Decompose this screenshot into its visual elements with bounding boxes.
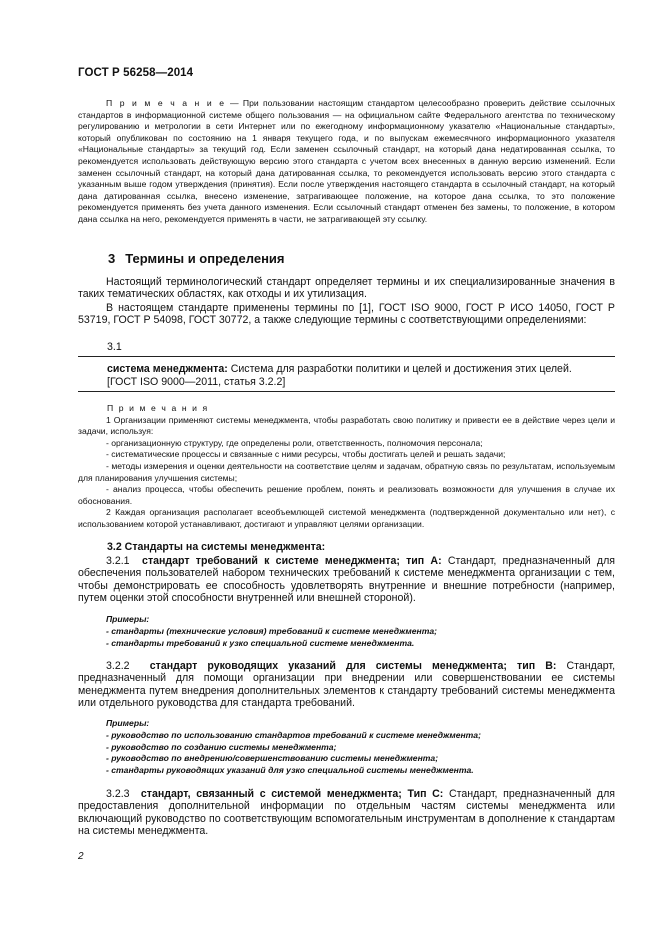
example-item: - руководство по внедрению/совершенствованию системы менеджмента; — [106, 753, 439, 764]
example-item: - руководство по созданию системы менеджмента; — [106, 741, 337, 752]
term-definition: Стандарт, предназначенный для предоставления дополнительной информации по отдельным частям системы менеджмента или включающий руководство по соответствующим вспомогательным инструментам в дополнение к стандартам на системы менеджмента. — [78, 788, 616, 838]
examples-heading: Примеры: — [106, 718, 150, 728]
note-text: — При пользовании настоящим стандартом целесообразно проверить действие ссылочных стандартов в информационной системе общего пользования — на официальном сайте Федерального агентства по техническому регулированию и метрологии в сети Интернет или по ежегодному информационному указателю «Национальные стандарты», который опубликован по состоянию на 1 января текущего года, и по выпускам ежемесячного информационного указателя «Национальные стандарты» за текущий год. Если заменен ссылочный стандарт, на который дана недатированная ссылка, то рекомендуется использовать действующую версию этого стандарта с учетом всех внесенных в данную версию изменений. Если заменен ссылочный стандарт, на который дана датированная ссылка, то рекомендуется использовать версию этого стандарта с указанным выше годом утверждения (принятия). Если после утверждения настоящего стандарта в ссылочный стандарт, на который дана датированная ссылка, внесено изменение, затрагивающее положение, на которое дана ссылка, то это положение рекомендуется применять без учета данного изменения. Если ссылочный стандарт отменен без замены, то положение, в котором дана ссылка на него, рекомендуется применять в части, не затрагивающей эту ссылку. — [78, 98, 616, 224]
term-3-2-1 — [78, 555, 615, 605]
definition-term: система менеджмента: — [107, 363, 228, 375]
definition-source: [ГОСТ ISO 9000—2011, статья 3.2.2] — [107, 376, 286, 388]
term-name: стандарт, связанный с системой менеджмента; Тип C: — [140, 788, 444, 800]
notes-label: П р и м е ч а н и я — [107, 403, 209, 413]
term-3-2-3 — [78, 788, 615, 838]
notes-block — [78, 403, 615, 531]
example-item: - стандарты (технические условия) требований к системе менеджмента; — [106, 625, 437, 636]
note-1-bullet: - систематические процессы и связанные с ними ресурсы, чтобы достигать целей и решать задачи; — [106, 449, 506, 460]
term-definition: Стандарт, предназначенный для обеспечения пользователей набором технических требований к системе менеджмента организации с тем, чтобы демонстрировать ее способность удовлетворять внутренние и внешние потребности (например, путем оценки этой способности внутренней или внешней стороной). — [78, 555, 615, 605]
term-number: 3.2.2 — [106, 660, 130, 672]
section-title-text: Термины и определения — [125, 251, 285, 266]
note-1: 1 Организации применяют системы менеджмента, чтобы разработать свою политику и привести ее в действие через цели и задачи, используя: — [78, 414, 615, 437]
page-number: 2 — [78, 851, 84, 862]
example-item: - стандарты руководящих указаний для узко специальной системы менеджмента. — [106, 765, 474, 776]
reference-note — [78, 98, 615, 226]
section-terms-paragraph: В настоящем стандарте применены термины по [1], ГОСТ ISO 9000, ГОСТ Р ИСО 14050, ГОСТ Р 53719, ГОСТ Р 54098, ГОСТ 30772, а также следующие термины с соответствующими определениями: — [78, 302, 615, 327]
examples-type-b — [78, 718, 615, 777]
definition-text — [107, 363, 611, 389]
term-number: 3.2.1 — [106, 555, 130, 567]
term-3-2-2 — [78, 660, 615, 710]
note-1-bullet: - организационную структуру, где определены роли, ответственность, полномочия персонала; — [106, 437, 483, 448]
definition-box — [78, 356, 615, 392]
section-number: 3 — [108, 251, 116, 266]
note-2: 2 Каждая организация располагает всеобъемлющей системой менеджмента (подтвержденной документально или нет), с использованием которой устанавливают, достигают и управляют целями организации. — [78, 507, 615, 529]
term-definition: Стандарт, предназначенный для помощи организации при внедрении или совершенствовании ее системы менеджмента путем внедрения дополнительных элементов к стандарту требований системы менеджмента или отдельного руководства для стандарта требований. — [78, 660, 616, 710]
term-number-3-1: 3.1 — [107, 341, 122, 353]
example-item: - стандарты требований к узко специальной системе менеджмента. — [106, 637, 415, 648]
term-name: стандарт требований к системе менеджмента; тип A: — [142, 555, 442, 567]
example-item: - руководство по использованию стандартов требований к системе менеджмента; — [106, 729, 481, 740]
examples-type-a — [78, 614, 615, 649]
document-code-header: ГОСТ Р 56258—2014 — [78, 67, 194, 79]
section-title — [78, 251, 285, 266]
section-intro-paragraph: Настоящий терминологический стандарт определяет термины и их специализированные значения в таких тематических областях, как отходы и их утилизация. — [78, 276, 615, 301]
note-1-bullet: - анализ процесса, чтобы обеспечить решение проблем, понять и реализовать возможности для улучшения в случае их обоснования. — [78, 484, 615, 506]
note-1-bullet: - методы измерения и оценки деятельности на соответствие целям и задачам, обратную связь по результатам, используемым для планирования улучшения системы; — [78, 460, 615, 483]
examples-heading: Примеры: — [106, 614, 150, 624]
term-name: стандарт руководящих указаний для системы менеджмента; тип B: — [149, 660, 557, 672]
definition-body: Система для разработки политики и целей и достижения этих целей. — [227, 363, 572, 375]
term-number: 3.2.3 — [106, 788, 130, 800]
subsection-heading: 3.2 Стандарты на системы менеджмента: — [107, 541, 326, 553]
note-label: П р и м е ч а н и е — [106, 98, 226, 108]
